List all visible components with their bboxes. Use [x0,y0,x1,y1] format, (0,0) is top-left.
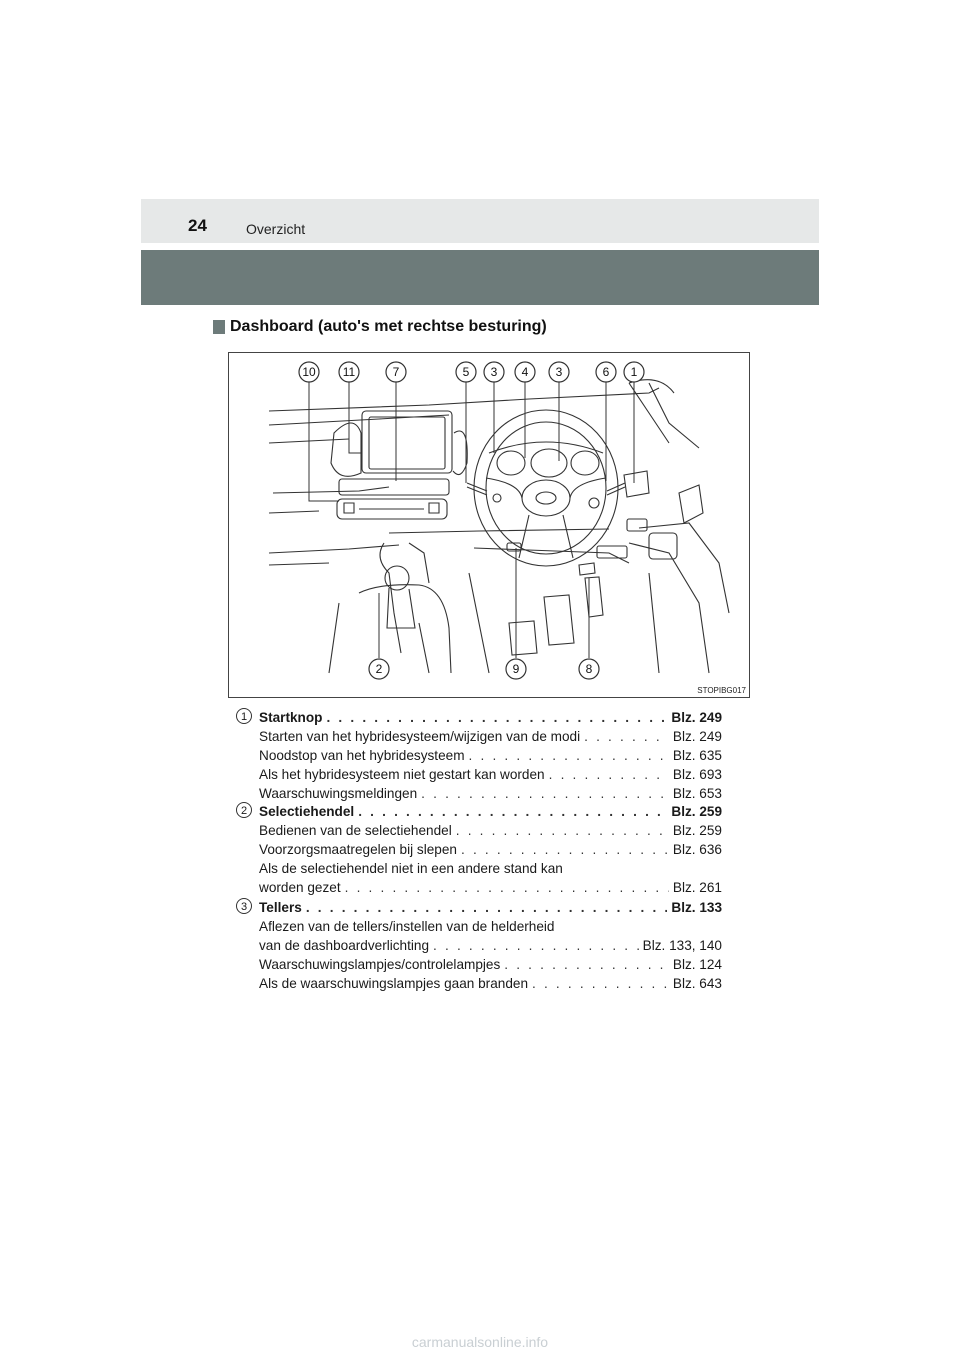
item-label: Waarschuwingslampjes/controlelampjes [259,957,501,972]
callout-1: 1 [630,365,638,379]
page-number: 24 [188,216,207,235]
callout-8: 8 [585,662,593,676]
entry-item [259,936,722,955]
item-ref[interactable]: Blz. 261 [672,880,722,895]
item-ref[interactable]: Blz. 653 [672,786,722,801]
entry-startknop [236,708,722,803]
entry-ref[interactable]: Blz. 259 [671,804,722,819]
item-label: Als de waarschuwingslampjes gaan branden [259,976,529,991]
entry-title: Selectiehendel [259,804,355,819]
callout-10: 10 [302,365,316,379]
entry-item [259,727,722,746]
item-label: Als het hybridesysteem niet gestart kan worden [259,767,545,782]
entry-tellers [236,898,722,993]
entry-title: Startknop [259,710,323,725]
chapter-title: Overzicht [246,221,306,237]
item-ref[interactable]: Blz. 133, 140 [642,938,722,953]
item-label: Waarschuwingsmeldingen [259,786,418,801]
leader-dots [584,727,669,746]
entry-badge: 2 [236,802,252,818]
entry-item [259,974,722,993]
entry-title-row [259,708,722,727]
leader-dots [532,974,669,993]
item-ref[interactable]: Blz. 643 [672,976,722,991]
entry-badge: 3 [236,898,252,914]
callout-6: 6 [602,365,610,379]
leader-dots [469,746,669,765]
item-label: Voorzorgsmaatregelen bij slepen [259,842,457,857]
item-label: worden gezet [259,880,341,895]
leader-dots [326,708,667,727]
entry-title: Tellers [259,900,302,915]
leader-dots [504,955,669,974]
callout-3b: 3 [555,365,563,379]
item-ref[interactable]: Blz. 693 [672,767,722,782]
item-label: Aflezen van de tellers/instellen van de helderheid [259,919,555,934]
leader-dots [456,821,669,840]
entry-title-row [259,802,722,821]
callout-5: 5 [462,365,470,379]
item-ref[interactable]: Blz. 124 [672,957,722,972]
entry-item [259,840,722,859]
dashboard-drawing [229,353,749,697]
item-label: Noodstop van het hybridesysteem [259,748,465,763]
entry-badge: 1 [236,708,252,724]
item-label: van de dashboardverlichting [259,938,430,953]
section-title-text: Dashboard (auto's met rechtse besturing) [230,318,547,335]
entry-item [259,746,722,765]
leader-dots [358,802,667,821]
entry-ref[interactable]: Blz. 133 [671,900,722,915]
callout-7: 7 [392,365,400,379]
item-label: Bedienen van de selectiehendel [259,823,452,838]
entry-item [259,955,722,974]
callout-3a: 3 [490,365,498,379]
entry-item [259,917,722,936]
callout-11: 11 [342,365,356,379]
section-banner [141,250,819,305]
item-ref[interactable]: Blz. 636 [672,842,722,857]
entry-ref[interactable]: Blz. 249 [671,710,722,725]
item-label: Als de selectiehendel niet in een andere stand kan [259,861,563,876]
entry-item [259,878,722,897]
entry-item [259,765,722,784]
callout-9: 9 [512,662,520,676]
item-ref[interactable]: Blz. 635 [672,748,722,763]
item-label: Starten van het hybridesysteem/wijzigen van de modi [259,729,581,744]
leader-dots [306,898,668,917]
leader-dots [461,840,669,859]
entry-title-row [259,898,722,917]
header-bar [141,199,819,243]
callout-2: 2 [375,662,383,676]
item-ref[interactable]: Blz. 259 [672,823,722,838]
entry-item [259,859,722,878]
entry-item [259,784,722,803]
section-heading [213,318,547,336]
dashboard-illustration [228,352,750,698]
leader-dots [433,936,639,955]
figure-code: STOPIBG017 [697,686,746,695]
item-ref[interactable]: Blz. 249 [672,729,722,744]
entry-selectiehendel [236,802,722,897]
square-bullet-icon [213,320,225,334]
watermark: carmanualsonline.info [411,1334,549,1350]
leader-dots [549,765,669,784]
callout-4: 4 [521,365,529,379]
leader-dots [421,784,669,803]
leader-dots [345,878,669,897]
entry-item [259,821,722,840]
